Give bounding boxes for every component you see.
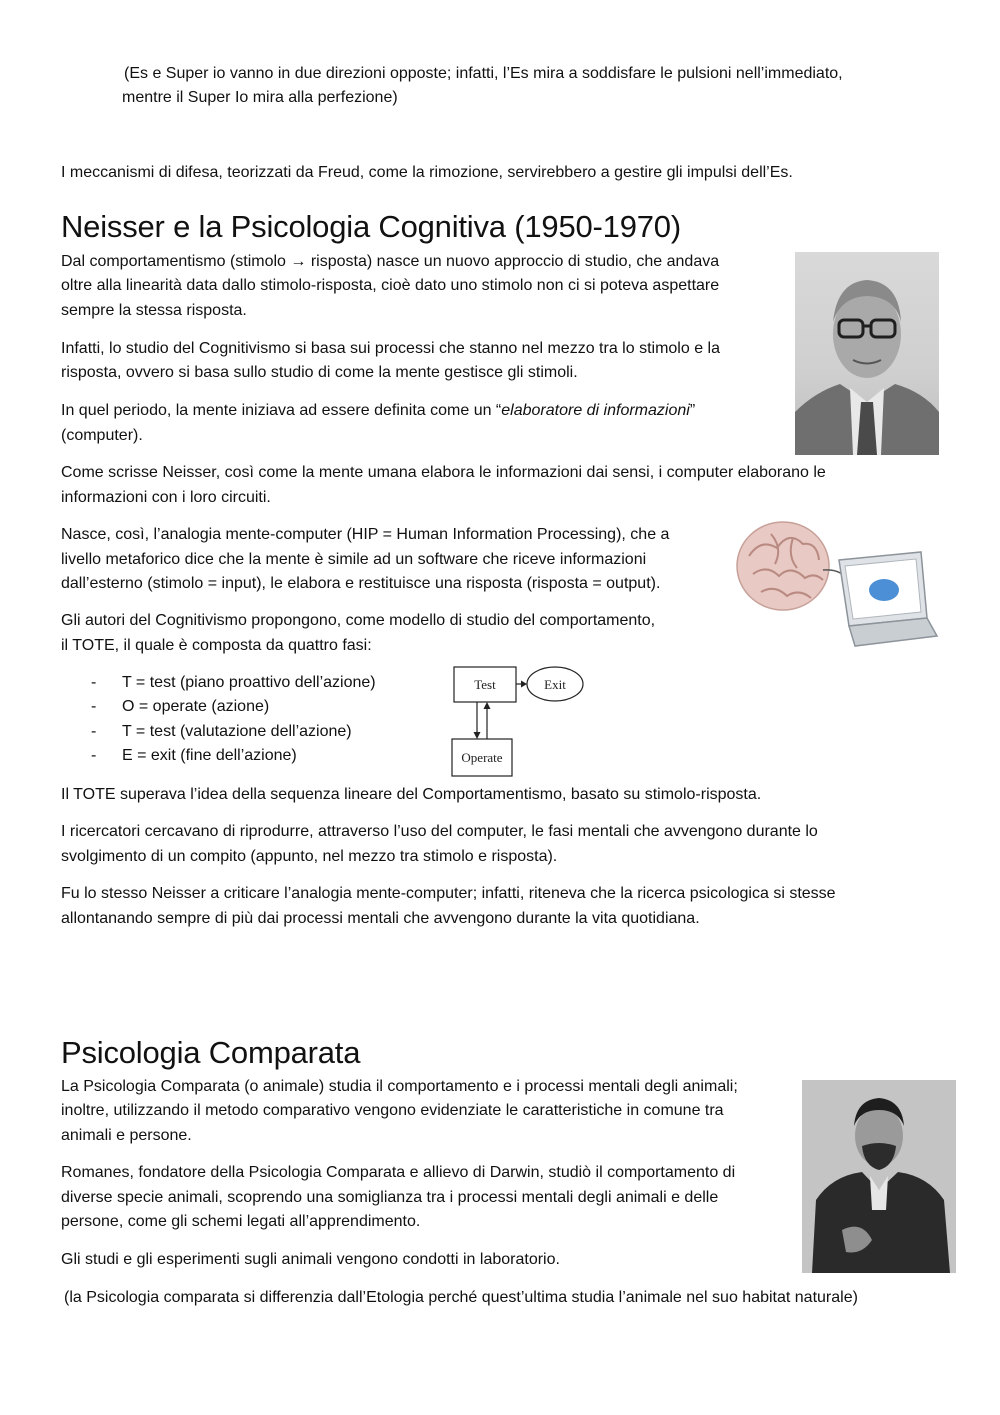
- tote-exit-label: Exit: [544, 677, 566, 692]
- neisser-p1-line-1: [61, 250, 719, 275]
- heading-neisser: Neisser e la Psicologia Cognitiva (1950-1970): [61, 209, 681, 244]
- brain-laptop-image: [731, 508, 939, 650]
- neisser-p6-line-1: Gli autori del Cognitivismo propongono, come modello di studio del comportamento,: [61, 612, 656, 629]
- neisser-p1-line-3: sempre la stessa risposta.: [61, 302, 247, 319]
- italic-term: elaboratore di informazioni: [501, 402, 690, 419]
- brain-laptop-illustration: [731, 508, 939, 650]
- screen-brain-icon: [869, 579, 899, 601]
- heading-comparata: Psicologia Comparata: [61, 1035, 361, 1070]
- comparata-p3: Gli studi e gli esperimenti sugli animali vengono condotti in laboratorio.: [61, 1251, 560, 1268]
- tote-diagram: [446, 660, 591, 780]
- list-dash: -: [91, 746, 97, 764]
- comparata-p2-line-2: diverse specie animali, scoprendo una somiglianza tra i processi mentali degli animali e delle: [61, 1189, 719, 1206]
- text-span: In quel periodo, la mente iniziava ad essere definita come un “: [61, 402, 502, 419]
- neisser-p3-line-2: (computer).: [61, 427, 143, 444]
- comparata-p1-line-3: animali e persone.: [61, 1127, 192, 1144]
- arrowhead-icon: [474, 732, 481, 739]
- neisser-p9-line-1: Fu lo stesso Neisser a criticare l’analogia mente-computer; infatti, riteneva che la ricerca psicologica si stesse: [61, 885, 836, 902]
- list-item: [62, 720, 376, 744]
- neisser-p3-line-1: [61, 399, 695, 424]
- romanes-portrait-photo: [802, 1080, 956, 1273]
- portrait-illustration: [795, 252, 939, 455]
- tote-phase-list: [62, 671, 376, 768]
- comparata-p2-line-3: persone, come gli schemi legati all’apprendimento.: [61, 1213, 421, 1230]
- list-item-text: E = exit (fine dell’azione): [122, 746, 297, 764]
- neisser-p5-line-3: dall’esterno (stimolo = input), le elabora e restituisce una risposta (risposta = output).: [61, 575, 661, 592]
- neisser-p4-line-1: Come scrisse Neisser, così come la mente umana elabora le informazioni dai sensi, i computer elaborano le: [61, 464, 826, 481]
- brain-icon: [737, 522, 829, 610]
- list-dash: -: [91, 698, 97, 716]
- arrow-icon: →: [290, 253, 307, 270]
- neisser-p2-line-1: Infatti, lo studio del Cognitivismo si basa sui processi che stanno nel mezzo tra lo stimolo e la: [61, 340, 720, 357]
- arrowhead-icon: [484, 702, 491, 709]
- text-span: Dal comportamentismo (stimolo: [61, 253, 291, 270]
- list-item-text: O = operate (azione): [122, 698, 270, 716]
- neisser-portrait-photo: [795, 252, 939, 455]
- neisser-p6-line-2: il TOTE, il quale è composta da quattro fasi:: [61, 637, 372, 654]
- neisser-p9-line-2: allontanando sempre di più dai processi mentali che avvengono durante la vita quotidiana.: [61, 910, 700, 927]
- list-item: [62, 671, 376, 695]
- neisser-p7: Il TOTE superava l’idea della sequenza lineare del Comportamentismo, basato su stimolo-risposta.: [61, 786, 762, 803]
- neisser-p2-line-2: risposta, ovvero si basa sullo studio di come la mente gestisce gli stimoli.: [61, 364, 578, 381]
- neisser-p1-line-2: oltre alla linearità data dallo stimolo-risposta, cioè dato uno stimolo non ci si poteva aspettare: [61, 277, 720, 294]
- top-note-line-2: mentre il Super Io mira alla perfezione): [122, 89, 398, 106]
- list-item: [62, 695, 376, 719]
- tote-operate-label: Operate: [461, 750, 503, 765]
- neisser-p5-line-1: Nasce, così, l’analogia mente-computer (HIP = Human Information Processing), che a: [61, 526, 670, 543]
- neisser-p5-line-2: livello metaforico dice che la mente è simile ad un software che riceve informazioni: [61, 551, 647, 568]
- comparata-p1-line-2: inoltre, utilizzando il metodo comparativo vengono evidenziate le caratteristiche in comune tra: [61, 1102, 724, 1119]
- portrait-illustration: [802, 1080, 956, 1273]
- list-dash: -: [91, 722, 97, 740]
- neisser-p8-line-1: I ricercatori cercavano di riprodurre, attraverso l’uso del computer, le fasi mentali che avvengono durante lo: [61, 823, 818, 840]
- comparata-p4: (la Psicologia comparata si differenzia dall’Etologia perché quest’ultima studia l’animale nel suo habitat naturale): [64, 1289, 858, 1306]
- text-span: risposta) nasce un nuovo approccio di studio, che andava: [306, 253, 720, 270]
- list-dash: -: [91, 674, 97, 691]
- neisser-p8-line-2: svolgimento di un compito (appunto, nel mezzo tra stimolo e risposta).: [61, 848, 558, 865]
- comparata-p2-line-1: Romanes, fondatore della Psicologia Comparata e allievo di Darwin, studiò il comportamento di: [61, 1164, 736, 1181]
- text-span: ”: [689, 402, 696, 419]
- comparata-p1-line-1: La Psicologia Comparata (o animale) studia il comportamento e i processi mentali degli animali;: [61, 1078, 738, 1095]
- top-note-line-1: (Es e Super io vanno in due direzioni opposte; infatti, l’Es mira a soddisfare le pulsioni nell’immediato,: [124, 65, 843, 82]
- defense-paragraph: I meccanismi di difesa, teorizzati da Freud, come la rimozione, servirebbero a gestire gli impulsi dell’Es.: [61, 164, 793, 181]
- list-item: [62, 744, 376, 768]
- list-item-text: T = test (piano proattivo dell’azione): [122, 674, 376, 691]
- tote-test-label: Test: [474, 677, 496, 692]
- list-item-text: T = test (valutazione dell’azione): [122, 722, 352, 740]
- neisser-p4-line-2: informazioni con i loro circuiti.: [61, 489, 271, 506]
- arrowhead-icon: [521, 681, 527, 688]
